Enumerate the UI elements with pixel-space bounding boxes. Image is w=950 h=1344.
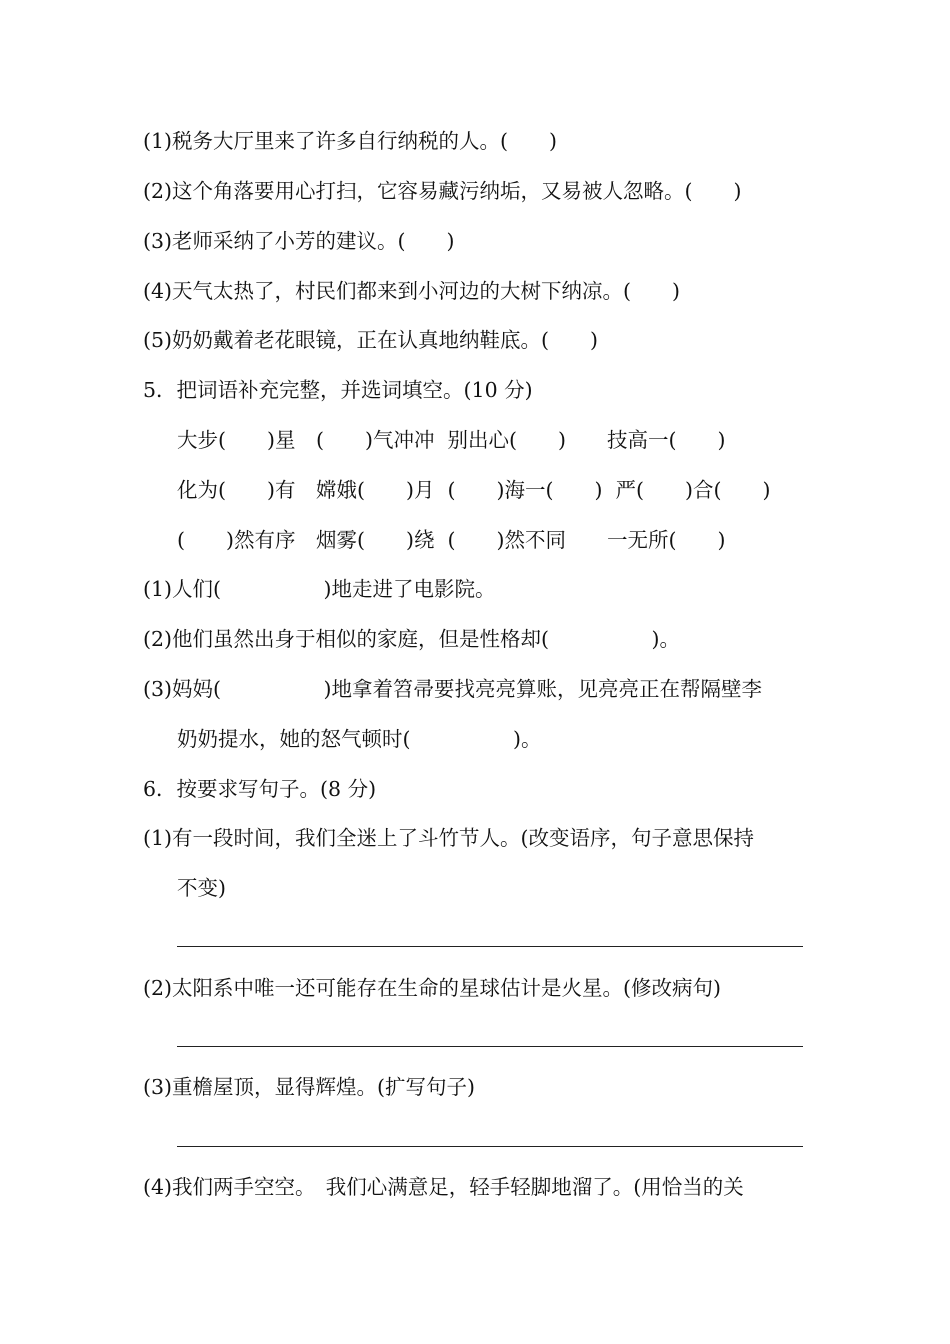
- q4-item-5: (5)奶奶戴着老花眼镜，正在认真地纳鞋底。( ): [143, 328, 599, 352]
- q5-word-row-1: 大步( )星 ( )气冲冲 别出心( ) 技高一( ): [177, 428, 726, 452]
- q5-word-row-3: ( )然有序 烟雾( )绕 ( )然不同 一无所( ): [177, 528, 726, 552]
- q5-item-2: (2)他们虽然出身于相似的家庭，但是性格却( )。: [143, 627, 681, 651]
- q6-item-1-cont: 不变): [177, 876, 226, 900]
- q5-title: 5．把词语补充完整，并选词填空。(10 分): [143, 378, 533, 402]
- q6-item-2: (2)太阳系中唯一还可能存在生命的星球估计是火星。(修改病句): [143, 976, 722, 1000]
- q6-item-3: (3)重檐屋顶，显得辉煌。(扩写句子): [143, 1075, 476, 1099]
- q5-item-3: (3)妈妈( )地拿着笤帚要找亮亮算账，见亮亮正在帮隔壁李: [143, 677, 763, 701]
- q6-item-4: (4)我们两手空空。 我们心满意足，轻手轻脚地溜了。(用恰当的关: [143, 1175, 744, 1199]
- q5-item-3-cont: 奶奶提水，她的怒气顿时( )。: [177, 727, 542, 751]
- q4-item-2: (2)这个角落要用心打扫，它容易藏污纳垢，又易被人忽略。( ): [143, 179, 742, 203]
- q4-item-3: (3)老师采纳了小芳的建议。( ): [143, 229, 455, 253]
- q6-item-1: (1)有一段时间，我们全迷上了斗竹节人。(改变语序，句子意思保持: [143, 826, 755, 850]
- q4-item-1: (1)税务大厅里来了许多自行纳税的人。( ): [143, 129, 558, 153]
- q4-item-4: (4)天气太热了，村民们都来到小河边的大树下纳凉。( ): [143, 279, 681, 303]
- q6-title: 6．按要求写句子。(8 分): [143, 777, 377, 801]
- answer-line-2: [177, 1046, 803, 1047]
- answer-line-3: [177, 1146, 803, 1147]
- answer-line-1: [177, 946, 803, 947]
- q5-item-1: (1)人们( )地走进了电影院。: [143, 577, 496, 601]
- q5-word-row-2: 化为( )有 嫦娥( )月 ( )海一( ) 严( )合( ): [177, 478, 771, 502]
